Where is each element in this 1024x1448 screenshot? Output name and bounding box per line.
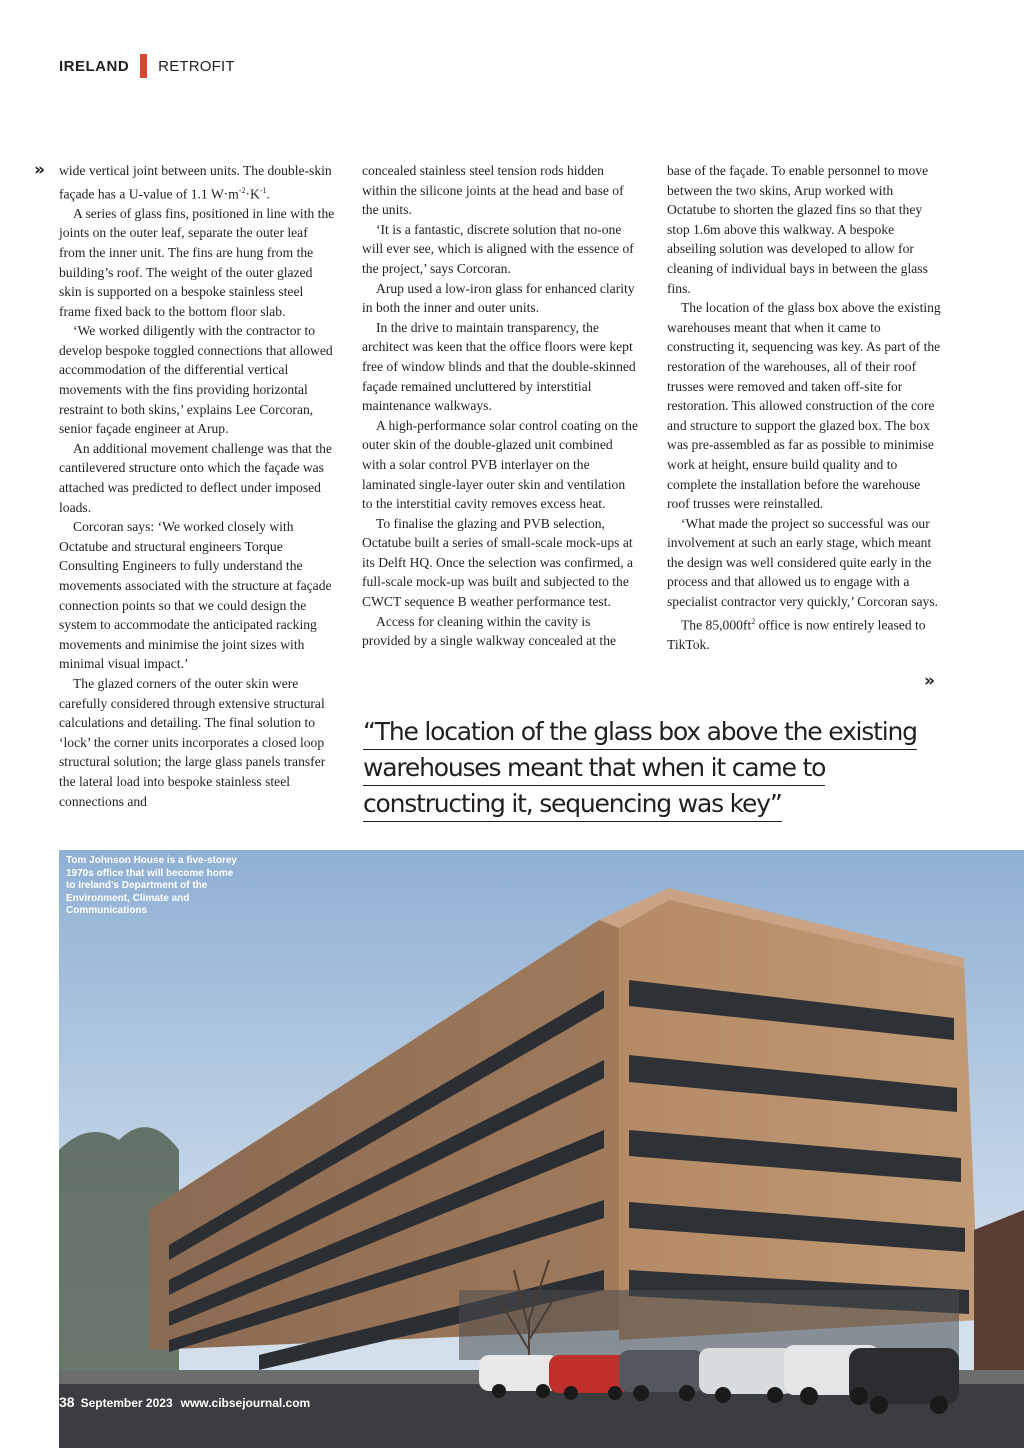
paragraph: The glazed corners of the outer skin were carefully considered through extensive structural calculations and detailing. The final solution to ‘lock’ the corner units incorporates a closed loop structural solution; the large glass panels transfer the lateral load into bespoke stainless steel connections and [59, 675, 326, 809]
section-divider-bar [140, 54, 147, 78]
double-chevron-right-icon: » [924, 671, 935, 691]
paragraph: The $85,000ft^2$ office is now entirely leased to TikTok. [667, 616, 926, 652]
paragraph: Access for cleaning within the cavity is provided by a single walkway concealed at the [362, 613, 617, 649]
article-column-2 [362, 161, 638, 651]
paragraph: A series of glass fins, positioned in line with the joints on the outer leaf, separate the outer leaf from the inner unit. The fins are hung from the building’s roof. The weight of the outer glazed skin is supported on a bespoke stainless steel frame fixed back to the bottom floor slab. [59, 205, 335, 319]
subsection-label: RETROFIT [158, 57, 235, 75]
section-label: IRELAND [59, 57, 130, 75]
paragraph: ‘We worked diligently with the contractor to develop bespoke toggled connections that allowed accommodation of the differential vertical movements with the fins providing horizontal restraint to both skins,’ explains Lee Corcoran, senior façade engineer at Arup. [59, 323, 333, 437]
paragraph: An additional movement challenge was that the cantilevered structure onto which the façade was attached was predicted to deflect under imposed loads. [59, 440, 332, 515]
double-chevron-right-icon: » [34, 160, 45, 180]
paragraph: Corcoran says: ‘We worked closely with Octatube and structural engineers Torque Consulting Engineers to fully understand the movements associated with the structure at façade connection points so that we could design the system to accommodate the anticipated racking movements and minimise the joint sizes with minimal visual impact.’ [59, 519, 332, 672]
paragraph: The location of the glass box above the existing warehouses meant that when it came to constructing it, sequencing was key. As part of the restoration of the warehouses, all of their roof trusses were removed and taken off-site for restoration. This allowed construction of the core and structure to support the glazed box. The box was pre-assembled as far as possible to minimise work at height, ensure build quality and to complete the installation before the warehouse roof trusses were reinstalled. [667, 300, 941, 512]
paragraph: To finalise the glazing and PVB selection, Octatube built a series of small-scale mock-ups at its Delft HQ. Once the selection was confirmed, a full-scale mock-up was built and subjected to the CWCT sequence B weather performance test. [362, 515, 634, 610]
article-column-1 [59, 161, 335, 811]
page-footer [59, 1394, 310, 1412]
pull-quote-line: constructing it, sequencing was key” [363, 786, 782, 822]
paragraph: concealed stainless steel tension rods hidden within the silicone joints at the head and base of the units. [362, 163, 624, 218]
paragraph: A high-performance solar control coating on the outer skin of the double-glazed unit combined with a solar control PVB interlayer on the laminated single-layer outer skin and ventilation to the interstitial cavity removes excess heat. [362, 417, 638, 512]
paragraph: Arup used a low-iron glass for enhanced clarity in both the inner and outer units. [362, 280, 635, 316]
photo-caption: Tom Johnson House is a five-storey 1970s office that will become home to Ireland’s Department of the Environment, Climate and Communications [66, 855, 237, 917]
building-photo [59, 850, 1024, 1448]
issue-date: September 2023 [80, 1396, 173, 1410]
page-number: 38 [59, 1394, 75, 1410]
running-header [59, 55, 235, 77]
pull-quote-line: warehouses meant that when it came to [363, 750, 825, 786]
website-link[interactable]: www.cibsejournal.com [180, 1396, 311, 1410]
paragraph: wide vertical joint between units. The double-skin façade has a U-value of 1.1 $W\cdot m^{-2}\cdot K^{-1}$. [59, 163, 332, 202]
paragraph: In the drive to maintain transparency, the architect was keen that the office floors were kept free of window blinds and that the double-skinned façade remained uncluttered by interstitial maintenance walkways. [362, 319, 636, 414]
paragraph: base of the façade. To enable personnel to move between the two skins, Arup worked with Octatube to shorten the glazed fins so that they stop 1.6m above this walkway. A bespoke abseiling solution was developed to allow for cleaning of individual bays in between the glass fins. [667, 163, 929, 296]
paragraph: ‘What made the project so successful was our involvement at such an early stage, which meant the design was well considered quite early in the process and that allowed us to engage with a specialist contractor very quickly,’ Corcoran says. [667, 515, 939, 610]
paragraph: ‘It is a fantastic, discrete solution that no-one will ever see, which is aligned with the essence of the project,’ says Corcoran. [362, 221, 634, 276]
pull-quote [363, 714, 917, 822]
pull-quote-line: “The location of the glass box above the existing [363, 714, 917, 750]
article-column-3 [667, 161, 943, 654]
